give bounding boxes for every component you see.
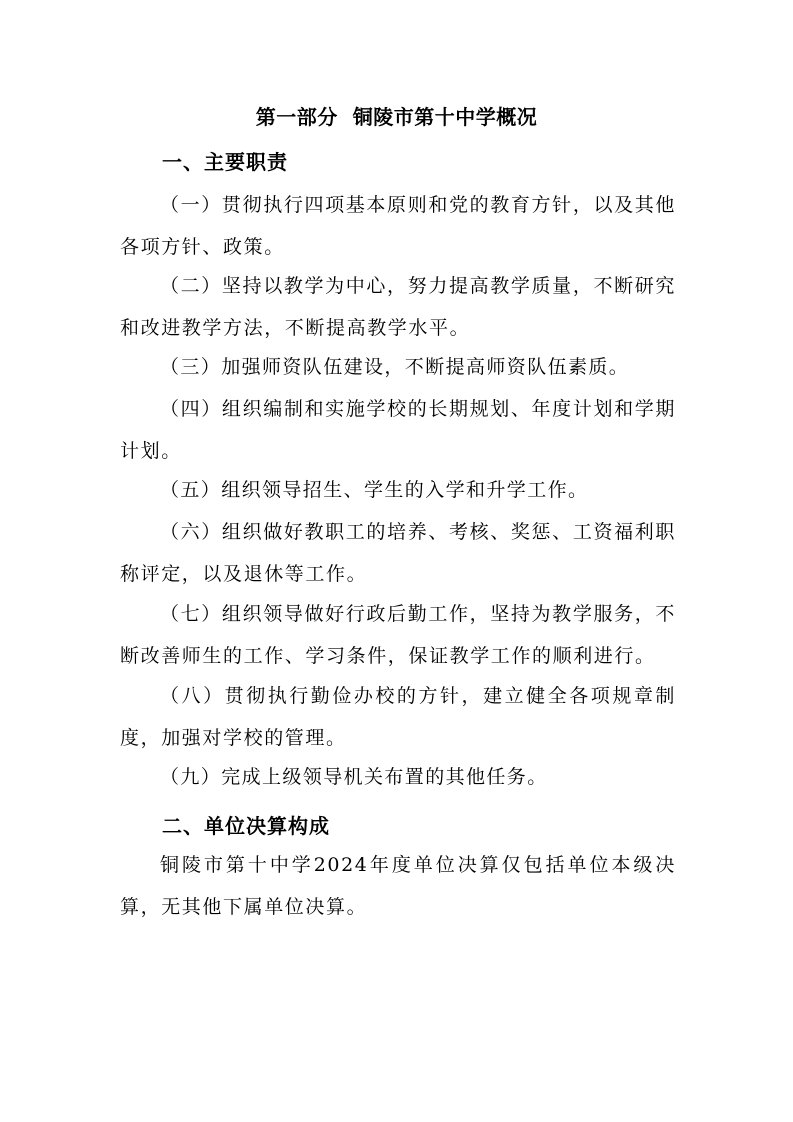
section-heading-composition: 二、单位决算构成: [162, 814, 330, 838]
duty-item-4: （四）组织编制和实施学校的长期规划、年度计划和学期计划。: [120, 398, 676, 462]
duty-item-6: （六）组织做好教职工的培养、考核、奖惩、工资福利职称评定，以及退休等工作。: [120, 521, 676, 585]
duty-item-1: （一）贯彻执行四项基本原则和党的教育方针，以及其他各项方针、政策。: [120, 194, 676, 258]
page-title: 第一部分 铜陵市第十中学概况: [255, 105, 538, 129]
duty-item-7: （七）组织领导做好行政后勤工作，坚持为教学服务，不断改善师生的工作、学习条件，保证教学工作的顺利进行。: [120, 603, 676, 667]
composition-paragraph: 铜陵市第十中学2024年度单位决算仅包括单位本级决算，无其他下属单位决算。: [120, 854, 676, 918]
duty-item-5: （五）组织领导招生、学生的入学和升学工作。: [160, 479, 589, 501]
duty-item-2: （二）坚持以教学为中心，努力提高教学质量，不断研究和改进教学方法，不断提高教学水平。: [120, 275, 676, 339]
section-heading-duties: 一、主要职责: [162, 150, 288, 174]
duty-item-9: （九）完成上级领导机关布置的其他任务。: [160, 766, 548, 788]
duty-item-8: （八）贯彻执行勤俭办校的方针，建立健全各项规章制度，加强对学校的管理。: [120, 685, 676, 749]
duty-item-3: （三）加强师资队伍建设，不断提高师资队伍素质。: [160, 356, 630, 378]
